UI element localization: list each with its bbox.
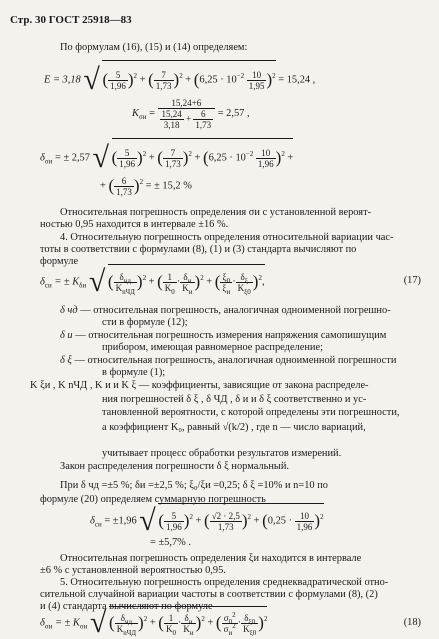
equation-18 xyxy=(40,606,267,638)
para-line: ±6 % с установленной вероятностью 0,95. xyxy=(40,565,226,576)
def-text: — относительная погрешность, аналогичная одноименной погрешно- xyxy=(80,305,391,316)
term-text: 6,25 · 10 xyxy=(208,152,246,164)
radicand: ( $\frac{5}{1,96}$ )$^2$ + ( $\frac{√2 \cdot 2,5}{1,73}$ )$^2$ + (0,25 · $\frac{10}{1,96}$ )$^2$ xyxy=(158,503,323,537)
frac-den: $\frac{15,24}{3,18}$ + $\frac{6}{1,73}$ xyxy=(161,108,212,130)
def-symbol: δ ξ xyxy=(60,355,72,366)
equation-number: (17) xyxy=(403,275,421,286)
eqs-sub: cи xyxy=(94,520,102,529)
equation-delta-sigma xyxy=(40,138,293,176)
para-line: формуле (20) определяем суммарную погрешность xyxy=(40,494,266,505)
intro-text: По формулам (16), (15) и (14) определяем: xyxy=(60,42,248,53)
eq17-coef-sub: δи xyxy=(79,281,87,290)
eq-d-coef: = ± 2,57 xyxy=(54,152,90,164)
definition-line: прибором, имеющая равномерное распределение; xyxy=(102,342,323,353)
eq-k-result: = 2,57 , xyxy=(217,108,250,119)
eq-d-lhs: δ xyxy=(40,152,45,164)
definition-line: в формуле (1); xyxy=(102,367,166,378)
para-line: учитывает процесс обработки результатов измерений. xyxy=(102,448,342,459)
eq17-lhs: δ xyxy=(40,276,45,288)
frac-num: 5 xyxy=(117,148,137,159)
frac-num: √2 · 2,5 xyxy=(211,510,240,521)
frac-num: 5 xyxy=(164,511,184,522)
frac-num: 7 xyxy=(163,148,183,159)
frac-den: 1,73 xyxy=(155,80,172,91)
frac-den: 1,73 xyxy=(164,158,181,169)
eq17-sub: cи xyxy=(44,281,52,290)
equation-number: (18) xyxy=(403,617,421,628)
coef-line: ния погрешностей δ ξ , δ ЧД , δ и и δ ξ соответственно и ус- xyxy=(102,394,367,405)
frac-num: 6 xyxy=(193,109,213,120)
frac-den: 1,95 xyxy=(248,80,265,91)
para-line: Относительная погрешность определения σи с установленной вероят- xyxy=(60,207,372,218)
eq17-coef: = ± K xyxy=(54,276,80,288)
frac-den: 1,96 xyxy=(166,521,182,532)
para-line: ностью 0,95 находится в интервале ±16 %. xyxy=(40,219,229,230)
term-text: 0,25 · xyxy=(267,515,293,527)
para-line: Относительная погрешность определения ξи находится в интервале xyxy=(60,553,362,564)
frac-num: 15,24 xyxy=(161,108,182,119)
radicand: ( $\frac{5}{1,96}$ )$^2$ + ( $\frac{7}{1,73}$ )$^2 + (6,25 \cdot 10^{-2}$ $\frac{10}{1,96}$ )$^2$ + xyxy=(112,138,294,176)
exponent: −2 xyxy=(245,149,254,158)
definition-line xyxy=(60,355,396,367)
definition-line xyxy=(60,330,386,342)
sqrt-symbol: √ xyxy=(139,504,156,537)
frac-num: 15,24+6 xyxy=(158,98,216,109)
eq18-lhs: δ xyxy=(40,617,45,629)
eq-k-fraction xyxy=(158,98,216,130)
coef-line: а коэффициент K₀, равный √(k/2) , где n — число вариаций, xyxy=(102,422,366,433)
equation-e xyxy=(44,60,315,100)
eq18-coef: = ± K xyxy=(54,617,80,629)
term-text: 6,25 · 10 xyxy=(199,74,237,86)
para-line: 4. Относительную погрешность определения относительной вариации час- xyxy=(60,232,394,243)
eq18-sub: σи xyxy=(44,622,53,631)
sqrt-symbol: √ xyxy=(92,141,110,174)
eqs-lhs: δ xyxy=(90,515,95,527)
radicand: ( $\frac{\delta_{чд}}{K_{nЧД}}$ )$^2$ + ( $\frac{1}{K_0}$ · $\frac{\delta_и}{K_и}$ )$^2$ + ( $\frac{\sigma_0^2}{\sigma_и^2}$ · $\frac{\delta_{\xi 0}}{K_{\xi 0}}$ )$^2$ xyxy=(109,606,267,638)
definition-line: сти в формуле (12); xyxy=(102,317,188,328)
def-text: — относительная погрешность измерения напряжения самопишущим xyxy=(75,330,387,341)
definition-line xyxy=(60,305,391,317)
para-line: и (4) стандарта вычисляют по формуле xyxy=(40,601,213,612)
coef-line: тановленной вероятности, с которой определены эти погрешности, xyxy=(102,407,400,418)
frac-num: 7 xyxy=(154,70,174,81)
frac-den: 1,96 xyxy=(257,158,274,169)
eq-d-result: = ± 15,2 % xyxy=(145,180,192,192)
radicand: ( $\frac{5}{1,96}$ )$^2$ + ( $\frac{7}{1,73}$ )$^2 + (6,25 \cdot 10^{-2}$ $\frac{10}{1,95}$ )$^2$ xyxy=(102,60,275,98)
para-line: Закон распределения погрешности δ ξ нормальный. xyxy=(60,461,290,472)
radicand: ( $\frac{\delta_{чд}}{K_{nЧД}}$ )$^2$ + ( $\frac{1}{K_0}$ · $\frac{\delta_и}{K_и}$ )$^2$ + ( $\frac{\xi_0}{\xi_и}$ · $\frac{\delta_\xi}{K_{\xi 0}}$ )$^2$, xyxy=(108,264,265,298)
eq18-coef-sub: σи xyxy=(79,622,88,631)
eq-k-lhs: K xyxy=(132,108,139,119)
frac-den: 3,18 xyxy=(163,119,180,130)
eqs-result: = ±5,7% . xyxy=(150,537,191,548)
frac-num: 6 xyxy=(114,176,134,187)
eqs-coef: = ±1,96 xyxy=(104,515,137,527)
exponent: −2 xyxy=(236,71,245,80)
def-symbol: δ и xyxy=(60,330,73,341)
def-text: — относительная погрешность, аналогичная одноименной погрешности xyxy=(74,355,397,366)
equation-17 xyxy=(40,264,265,298)
frac-num: 10 xyxy=(247,70,267,81)
frac-num: 10 xyxy=(295,511,315,522)
para-line: тоты в соответствии с формулами (8), (1) и (3) стандарта вычисляют по xyxy=(40,244,357,255)
sqrt-symbol: √ xyxy=(88,265,106,298)
coef-line: K ξи , K nЧД , K и и K ξ — коэффициенты, зависящие от закона распределе- xyxy=(30,380,369,391)
equation-delta-sigma-cont: + ( $\frac{6}{1,73}$ )$^2$ = ± 15,2 % xyxy=(100,175,192,197)
para-line: 5. Относительную погрешность определения среднеквадратической отно- xyxy=(60,577,389,588)
para-line: сительной случайной вариации частоты в соответствии с формулами (8), (2) xyxy=(40,589,378,600)
frac-den: 1,96 xyxy=(119,158,136,169)
eq-e-result: = 15,24 , xyxy=(278,74,316,86)
frac-den: 1,96 xyxy=(296,521,313,532)
equation-k: $K_{\sigma и}$ = 15,24+6 $\frac{15,24}{3,18}$ + $\frac{6}{1,73}$ = 2,57 , xyxy=(132,97,250,130)
frac-den: 1,73 xyxy=(195,119,212,130)
para-line: При δ чд =±5 %; δи =±2,5 %; ξ₀/ξи =0,25; δ ξ =10% и n=10 по xyxy=(60,480,328,491)
frac-num: 10 xyxy=(256,148,276,159)
sqrt-symbol: √ xyxy=(89,606,107,639)
page-header: Стр. 30 ГОСТ 25918—83 xyxy=(10,14,132,26)
frac-num: 5 xyxy=(108,70,128,81)
eq-d-sub: σи xyxy=(44,157,53,166)
sqrt-symbol: √ xyxy=(83,63,100,96)
eq-e-lhs: E = 3,18 xyxy=(44,74,81,86)
para-line: формуле xyxy=(40,256,79,267)
def-symbol: δ чд xyxy=(60,305,78,316)
frac-den: 1,96 xyxy=(110,80,126,91)
eq-k-sub: σи xyxy=(138,113,147,122)
frac-den: 1,73 xyxy=(116,186,132,197)
frac-den: 1,73 xyxy=(217,521,234,532)
equation-sum xyxy=(90,503,324,537)
